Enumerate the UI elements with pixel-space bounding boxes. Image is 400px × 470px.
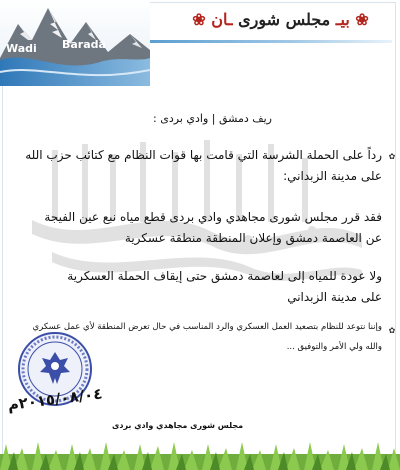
paragraph-1-line-2: على مدينة الزبداني: xyxy=(283,169,382,183)
header-ornament-left: ـان ❀ xyxy=(192,10,233,29)
paragraph-4-line-2: والله ولي الأمر والتوفيق ... xyxy=(286,342,382,352)
paragraph-3-line-1: ولا عودة للمياه إلى لعاصمة دمشق حتى إيقاف الحملة العسكرية xyxy=(67,269,382,283)
header-divider xyxy=(150,40,392,43)
wadi-barada-logo xyxy=(0,0,150,86)
paragraph-4-line-1: وإننا نتوعد للنظام بتصعيد العمل العسكري والرد المناسب في حال تعرض المنطقة لأي عمل عسكري xyxy=(32,322,382,332)
paragraph-3-line-2: على مدينة الزبداني xyxy=(287,290,382,304)
grass-border xyxy=(0,440,400,470)
paragraph-2-line-2: عن العاصمة دمشق وإعلان المنطقة منطقة عسكرية xyxy=(124,231,382,245)
header-ornament-right: ❀ بيـ xyxy=(335,10,369,29)
paragraph-1-line-1: رداً على الحملة الشرسة التي قامت بها قوات النظام مع كتائب حزب الله xyxy=(25,148,382,162)
flower-bullet-icon: ✿ xyxy=(388,326,396,335)
location-line: ريف دمشق | وادي بردى : xyxy=(153,112,272,125)
footer-signature: مجلس شورى مجاهدي وادي بردى xyxy=(112,421,244,430)
logo-text-wadi: Wadi xyxy=(6,42,37,55)
header-title xyxy=(178,10,383,34)
document-date: ٢٠١٥/٠٨/٠٤م xyxy=(6,384,104,414)
paragraph-2-line-1: فقد قرر مجلس شورى مجاهدي وادي بردى قطع مياه نبع عين الفيجة xyxy=(44,210,382,224)
logo-text-barada: Barada xyxy=(62,38,106,51)
header-title-text: مجلس شورى xyxy=(238,10,331,29)
flower-bullet-icon: ✿ xyxy=(388,152,396,161)
